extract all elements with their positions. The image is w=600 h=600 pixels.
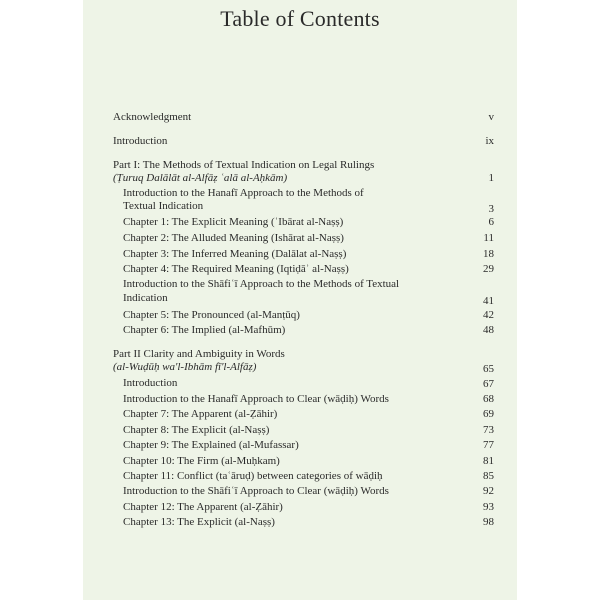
toc-page-number: 98 [483, 516, 494, 528]
toc-chapter-11: Chapter 11: Conflict (taʿāruḍ) between categories of wāḍiḥ [123, 470, 383, 482]
toc-part-1-heading: Part I: The Methods of Textual Indication on Legal Rulings [113, 159, 375, 171]
toc-chapter-9: Chapter 9: The Explained (al-Mufassar) [123, 439, 299, 451]
toc-page-number: 85 [483, 470, 494, 482]
toc-entry-hanafi-intro: Introduction to the Hanafī Approach to the Methods of [123, 187, 364, 199]
toc-page-number: 69 [483, 408, 494, 420]
toc-entry-acknowledgment: Acknowledgment [113, 111, 192, 123]
toc-entry-hanafi-clear-intro: Introduction to the Hanafī Approach to Clear (wāḍiḥ) Words [123, 393, 389, 405]
toc-page-number: v [488, 111, 494, 123]
toc-chapter-5: Chapter 5: The Pronounced (al-Manṭūq) [123, 309, 300, 321]
toc-entry-introduction-2: Introduction [123, 377, 178, 389]
toc-page-number: 29 [483, 263, 494, 275]
toc-page-number: 1 [488, 172, 494, 184]
toc-page-number: 3 [488, 203, 494, 215]
toc-entry-shafii-clear-intro: Introduction to the Shāfiʿī Approach to Clear (wāḍiḥ) Words [123, 485, 389, 497]
toc-entry-introduction: Introduction [113, 135, 168, 147]
toc-entry-shafii-intro-cont: Indication [123, 292, 168, 304]
toc-page-number: 6 [488, 216, 494, 228]
toc-page-number: 18 [483, 248, 494, 260]
document-page [83, 0, 517, 600]
toc-page-number: 93 [483, 501, 494, 513]
toc-part-1-subtitle: (Ṭuruq Dalālāt al-Alfāẓ ʿalā al-Aḥkām) [113, 172, 288, 184]
toc-part-2-subtitle: (al-Wuḍūḥ wa'l-Ibhām fī'l-Alfāẓ) [113, 361, 257, 373]
toc-page-number: 67 [483, 378, 494, 390]
toc-chapter-7: Chapter 7: The Apparent (al-Ẓāhir) [123, 408, 278, 420]
toc-chapter-13: Chapter 13: The Explicit (al-Naṣṣ) [123, 516, 275, 528]
toc-page-number: 65 [483, 363, 494, 375]
toc-chapter-4: Chapter 4: The Required Meaning (Iqtiḍāʾ al-Naṣṣ) [123, 263, 349, 275]
toc-page-number: 41 [483, 295, 494, 307]
toc-entry-hanafi-intro-cont: Textual Indication [123, 200, 204, 212]
toc-page-number: 73 [483, 424, 494, 436]
toc-part-2-heading: Part II Clarity and Ambiguity in Words [113, 348, 285, 360]
toc-page-number: 42 [483, 309, 494, 321]
toc-chapter-6: Chapter 6: The Implied (al-Mafhūm) [123, 324, 286, 336]
page-title: Table of Contents [220, 6, 380, 31]
toc-chapter-1: Chapter 1: The Explicit Meaning (ʿIbārat al-Naṣṣ) [123, 216, 344, 228]
toc-page-number: 77 [483, 439, 494, 451]
toc-page-number: 81 [483, 455, 494, 467]
toc-chapter-8: Chapter 8: The Explicit (al-Naṣṣ) [123, 424, 270, 436]
toc-chapter-2: Chapter 2: The Alluded Meaning (Ishārat al-Naṣṣ) [123, 232, 344, 244]
toc-page-number: 11 [483, 232, 494, 244]
toc-entry-shafii-intro: Introduction to the Shāfiʿī Approach to the Methods of Textual [123, 278, 400, 290]
toc-chapter-12: Chapter 12: The Apparent (al-Ẓāhir) [123, 501, 283, 513]
toc-chapter-3: Chapter 3: The Inferred Meaning (Dalālat al-Naṣṣ) [123, 248, 347, 260]
toc-page-number: 68 [483, 393, 494, 405]
toc-page-number: 92 [483, 485, 494, 497]
toc-chapter-10: Chapter 10: The Firm (al-Muḥkam) [123, 455, 280, 467]
toc-page-number: 48 [483, 324, 494, 336]
toc-page-number: ix [485, 135, 494, 147]
